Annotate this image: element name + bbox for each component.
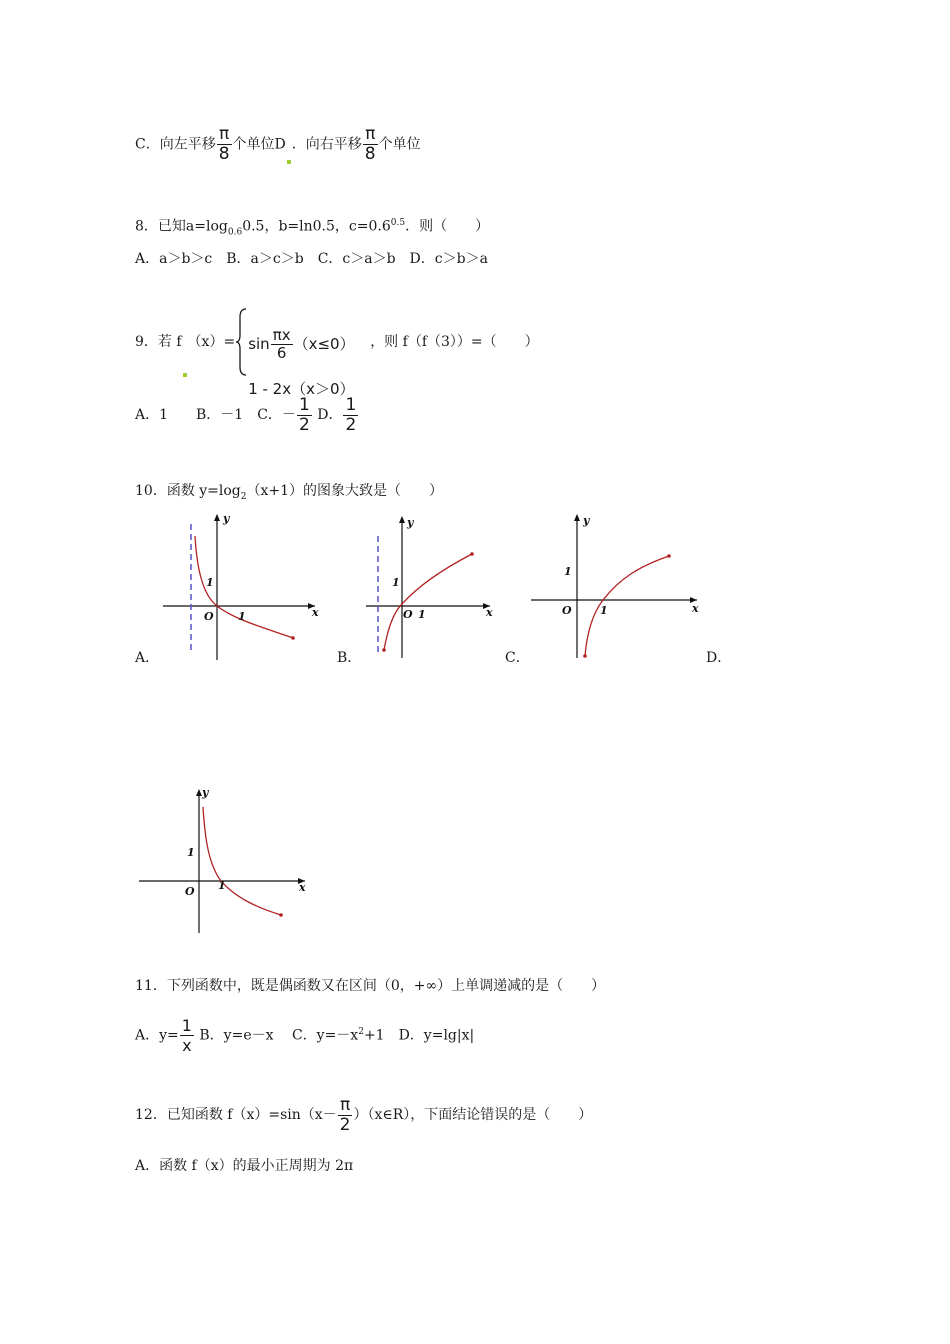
q11-stem: 11．下列函数中，既是偶函数又在区间（0，+∞）上单调递减的是（ ） [135, 978, 606, 994]
q10-label-A: A． [135, 650, 160, 666]
q7-optC-text: C．向左平移 [135, 136, 216, 153]
x-axis-label: x [312, 606, 319, 619]
marker-dot [287, 160, 291, 164]
q11-optA-fraction: $\frac{1}{x}$ [181, 1016, 192, 1056]
y-axis-arrow-icon [574, 514, 580, 521]
curve-endpoint [583, 654, 587, 658]
q12-stem: 12．已知函数 f（x）=sin（x－ $\frac{\pi}{2}$ ）（x∈R），下面结论错误的是（ ） [135, 1094, 593, 1135]
x-axis-label: x [486, 606, 493, 619]
y-tick-1: 1 [187, 846, 195, 859]
graph-option-A [155, 510, 330, 665]
y-axis-label: y [223, 512, 230, 525]
origin-label: O [562, 604, 572, 617]
q9-stem: 9．若 f （x）= sin $\frac{\pi x}{6}$ （x≤0） 1 - 2x（x＞0） ，则 f（f（3））=（ ） [135, 307, 539, 377]
x-tick-1: 1 [238, 610, 246, 623]
y-axis-arrow-icon [214, 514, 220, 521]
curve [203, 807, 281, 915]
q10-stem: 10．函数 $y=\log_2(x+1)$的图象大致是（ ） [135, 483, 444, 502]
graph-option-C [525, 508, 710, 663]
q11-options: A．y= $\frac{1}{x}$ B．y=e－x C．$y=-x^2+1$ D．y=lg|x| [135, 1016, 475, 1056]
piecewise-case-2: 1 - 2x（x＞0） [248, 380, 355, 398]
q12-fraction: $\frac{\pi}{2}$ [339, 1094, 351, 1135]
curve-endpoint [279, 913, 283, 917]
curve [384, 554, 472, 650]
y-axis-label: y [202, 786, 209, 799]
q8-options: A．a＞b＞c B．a＞c＞b C．c＞a＞b D．c＞b＞a [135, 251, 488, 267]
x-axis-label: x [692, 602, 699, 615]
curve-endpoint [382, 648, 386, 652]
curve [585, 556, 669, 656]
y-axis-arrow-icon [399, 516, 405, 523]
curve-endpoint [667, 554, 671, 558]
x-axis-label: x [299, 881, 306, 894]
piecewise-function [235, 307, 370, 398]
q9-optC-fraction: $\frac{1}{2}$ [298, 394, 310, 435]
origin-label: O [185, 885, 195, 898]
q7-optD-fraction: $\frac{\pi}{8}$ [364, 124, 376, 164]
y-tick-1: 1 [392, 576, 400, 589]
q10-label-C: C． [505, 650, 530, 666]
curve-endpoint [470, 552, 474, 556]
origin-label: O [403, 608, 413, 621]
y-tick-1: 1 [206, 576, 214, 589]
q7-options: C．向左平移 $\frac{\pi}{8}$ 个单位D ．向右平移 $\frac{\pi}{8}$ 个单位 [135, 124, 421, 164]
q7-optD-text: D [274, 136, 286, 153]
graph-option-D [135, 785, 315, 940]
y-axis-label: y [583, 514, 590, 527]
marker-dot [183, 373, 187, 377]
q9-optD-fraction: $\frac{1}{2}$ [345, 394, 357, 435]
q8-stem: 8．已知$a=\log_{0.6}0.5$，b=ln0.5，$c=0.6^{0.5}$．则（ ） [135, 218, 490, 238]
q10-label-B: B． [337, 650, 362, 666]
curve-endpoint [291, 636, 295, 640]
y-tick-1: 1 [564, 565, 572, 578]
brace-icon [235, 307, 247, 377]
x-tick-1: 1 [600, 604, 608, 617]
q9-options: A．1 B．－1 C．－ $\frac{1}{2}$ D． $\frac{1}{2}$ [135, 394, 357, 435]
q10-label-D: D． [706, 650, 732, 666]
origin-label: O [204, 610, 214, 623]
piecewise-case-1: sin $\frac{\pi x}{6}$ （x≤0） [248, 326, 355, 362]
y-axis-label: y [407, 516, 414, 529]
q12-optA: A．函数 f（x）的最小正周期为 2π [135, 1158, 354, 1174]
x-tick-1: 1 [218, 879, 226, 892]
graph-option-B [360, 512, 500, 662]
q7-optC-fraction: $\frac{\pi}{8}$ [218, 124, 230, 164]
x-tick-1: 1 [418, 608, 426, 621]
